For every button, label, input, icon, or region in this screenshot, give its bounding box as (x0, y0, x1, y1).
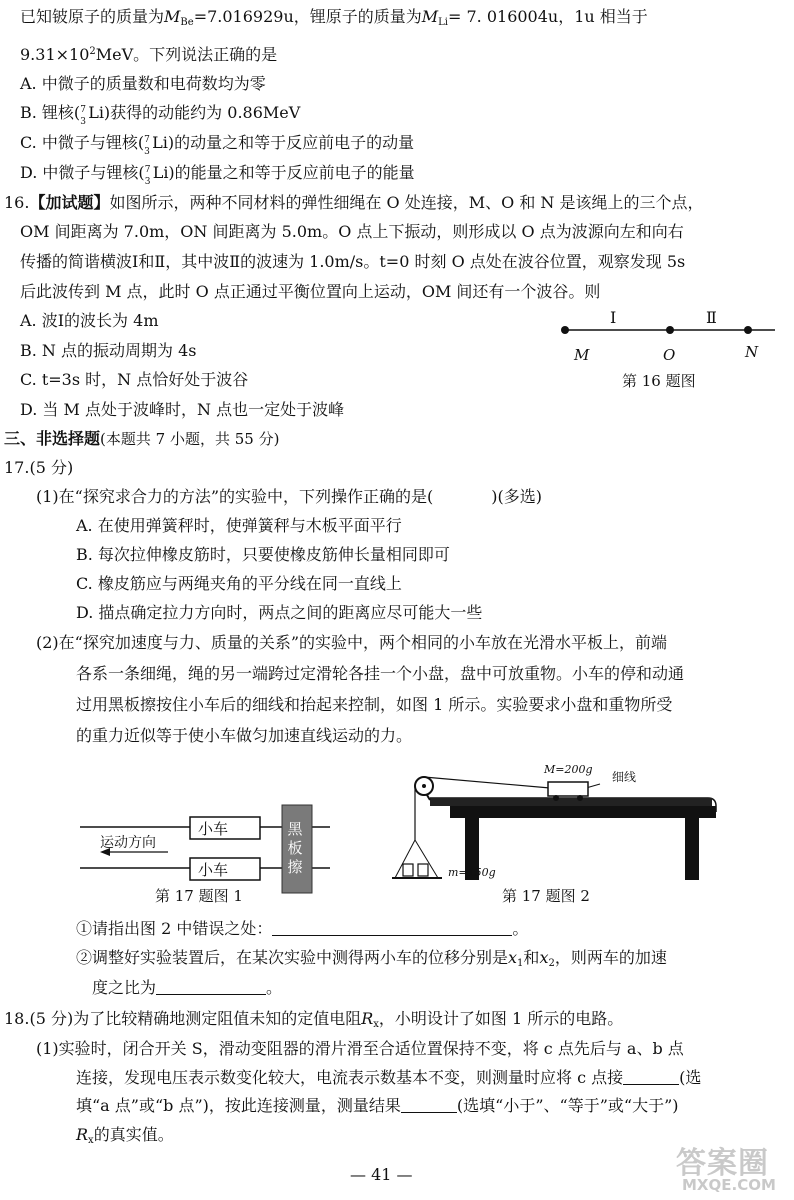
q18-part1-line2: 连接，发现电压表示数变化较大，电流表示数基本不变，则测量时应将 c 点接 (选 (76, 1068, 702, 1087)
answer-blank-errors[interactable] (272, 921, 512, 936)
eraser-label: 黑板擦 (287, 820, 303, 876)
q18-part1-line3: 填“a 点”或“b 点”)，按此连接测量，测量结果 (选填“小于”、“等于”或“大于”) (76, 1096, 679, 1115)
point-o-label: O (663, 346, 676, 364)
q17-figure2 (390, 760, 730, 890)
q18-part1-line4: $R_x$的真实值。 (76, 1125, 174, 1146)
q17-part2-line3: 过用黑板擦按住小车后的细线和抬起来控制，如图 1 所示。实验要求小盘和重物所受 (76, 695, 673, 714)
cart-body (548, 782, 588, 796)
lower-car-label: 小车 (198, 861, 229, 879)
point-o-dot (666, 326, 674, 334)
q15-option-d: D. 中微子与锂核( 7 3 Li)的能量之和等于反应前电子的能量 (20, 163, 415, 187)
section-3-heading: 三、非选择题(本题共 7 小题，共 55 分) (4, 429, 280, 448)
q16-option-a: A. 波Ⅰ的波长为 4m (20, 311, 159, 330)
wave-label-i: Ⅰ (610, 308, 617, 327)
table-top (430, 798, 712, 806)
q16-option-d: D. 当 M 点处于波峰时，N 点也一定处于波峰 (20, 400, 345, 419)
pulley-axle (422, 784, 426, 788)
q17-option-d: D. 描点确定拉力方向时，两点之间的距离应尽可能大一些 (76, 603, 483, 622)
string-label: 细线 (612, 770, 637, 784)
q15-option-b: B. 锂核( 7 3 Li)获得的动能约为 0.86MeV (20, 103, 301, 127)
cart-mass-label: M=200g (544, 763, 593, 776)
watermark-url: MXQE.COM (682, 1176, 776, 1194)
direction-label: 运动方向 (100, 835, 156, 851)
answer-blank-connect[interactable] (623, 1070, 679, 1085)
q15-stem-line2: $9.31\times 10^2MeV$。下列说法正确的是 (20, 45, 278, 64)
point-n-dot (744, 326, 752, 334)
q17-figure1-caption: 第 17 题图 1 (155, 887, 243, 905)
q17-subq2-line2: 度之比为 。 (92, 978, 283, 997)
answer-blank-ratio[interactable] (156, 980, 266, 995)
q17-subq1: ①请指出图 2 中错误之处： 。 (76, 919, 529, 938)
q15-option-a: A. 中微子的质量数和电荷数均为零 (20, 74, 266, 93)
q18-header: 18.(5 分)为了比较精确地测定阻值未知的定值电阻$R_x$，小明设计了如图 1 所示的电路。 (4, 1009, 624, 1030)
q18-part1-line1: (1)实验时，闭合开关 S，滑动变阻器的滑片滑至合适位置保持不变，将 c 点先后与 a、b 点 (36, 1039, 684, 1058)
q16-stem-line1: 16.【加试题】如图所示，两种不同材料的弹性细绳在 O 处连接，M、O 和 N 是该绳上的三个点， (4, 193, 704, 212)
q15-option-c: C. 中微子与锂核( 7 3 Li)的动量之和等于反应前电子的动量 (20, 133, 415, 157)
pan-mass-label: m=150g (448, 866, 496, 879)
cart-wheel-1 (553, 795, 559, 801)
q17-subq2-line1: ②调整好实验装置后，在某次实验中测得两小车的位移分别是$x_1$和$x_2$，则两车的加速 (76, 948, 667, 969)
point-m-label: M (574, 346, 590, 364)
q17-part2-line1: (2)在“探究加速度与力、质量的关系”的实验中，两个相同的小车放在光滑水平板上，前端 (36, 633, 668, 652)
q17-part2-line4: 的重力近似等于使小车做匀加速直线运动的力。 (76, 726, 413, 745)
q17-figure2-caption: 第 17 题图 2 (502, 887, 590, 905)
q16-stem-line4: 后此波传到 M 点，此时 O 点正通过平衡位置向上运动，OM 间还有一个波谷。则 (20, 282, 601, 301)
q17-option-b: B. 每次拉伸橡皮筋时，只要使橡皮筋伸长量相同即可 (76, 545, 450, 564)
q16-stem-line3: 传播的简谐横波Ⅰ和Ⅱ，其中波Ⅱ的波速为 1.0m/s。t=0 时刻 O 点处在波谷位置，观察发现 5s (20, 252, 686, 271)
q16-stem-line2: OM 间距离为 7.0m，ON 间距离为 5.0m。O 点上下振动，则形成以 O 点为波源向左和向右 (20, 222, 684, 241)
weight-2 (418, 864, 428, 876)
point-n-label: N (745, 343, 759, 361)
table-leg-right (685, 818, 699, 880)
wave-label-ii: Ⅱ (706, 308, 717, 327)
cart-wheel-2 (577, 795, 583, 801)
q16-option-c: C. t=3s 时，N 点恰好处于波谷 (20, 370, 249, 389)
point-m-dot (561, 326, 569, 334)
answer-blank-compare[interactable] (401, 1098, 457, 1113)
q17-header: 17.(5 分) (4, 458, 74, 477)
upper-car-label: 小车 (198, 820, 229, 838)
string-to-car (424, 777, 550, 788)
q16-figure-caption: 第 16 题图 (622, 372, 696, 390)
q17-option-c: C. 橡皮筋应与两绳夹角的平分线在同一直线上 (76, 574, 402, 593)
watermark-logo: 答案圈 (676, 1146, 769, 1181)
page-number: — 41 — (350, 1165, 413, 1184)
weight-1 (403, 864, 413, 876)
table-apron (450, 806, 716, 818)
q17-part1-stem: (1)在“探究求合力的方法”的实验中，下列操作正确的是( )(多选) (36, 487, 543, 506)
q17-part2-line2: 各系一条细绳，绳的另一端跨过定滑轮各挂一个小盘，盘中可放重物。小车的停和动通 (76, 664, 685, 683)
q16-option-b: B. N 点的振动周期为 4s (20, 341, 197, 360)
q17-option-a: A. 在使用弹簧秤时，使弹簧秤与木板平面平行 (76, 516, 402, 535)
q15-stem-line1: 已知铍原子的质量为$M_{Be}=7.016929u$，锂原子的质量为$M_{Li}= 7$. 016004u，1u 相当于 (20, 7, 648, 28)
